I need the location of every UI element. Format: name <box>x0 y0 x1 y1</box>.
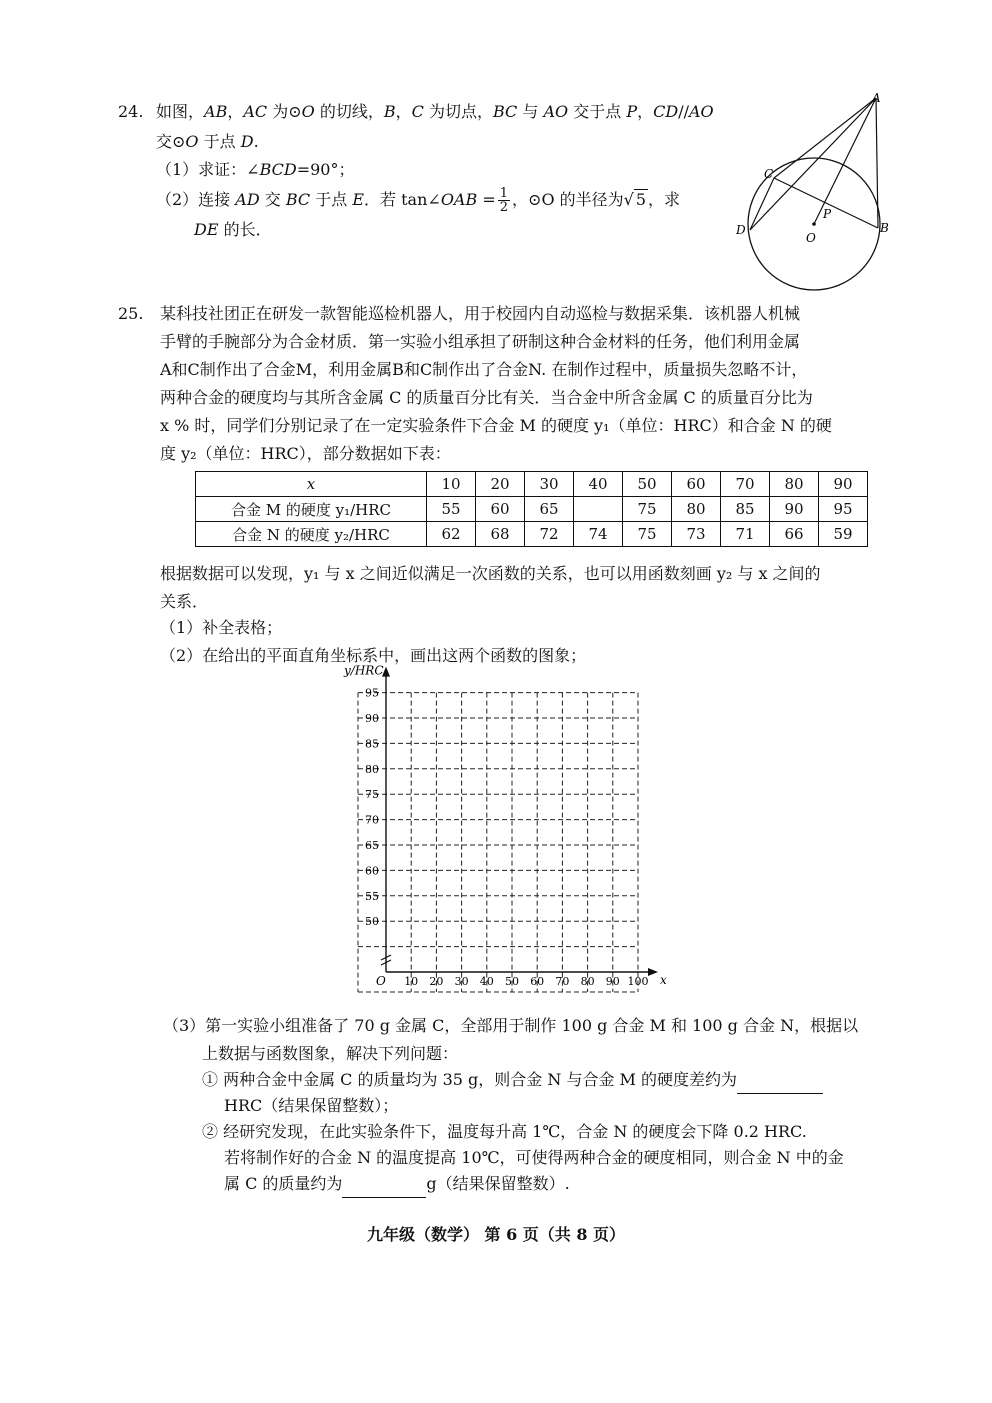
q25-para-line: 手臂的手腕部分为合金材质．第一实验小组承担了研制这种合金材料的任务，他们利用金属 <box>160 332 801 351</box>
q25-sub1: ① 两种合金中金属 C 的质量均为 35 g，则合金 N 与合金 M 的硬度差约为 <box>202 1066 823 1094</box>
y-tick-label: 65 <box>365 839 379 852</box>
table-cell: 85 <box>721 497 770 522</box>
answer-blank-1[interactable] <box>737 1075 823 1094</box>
table-cell: 40 <box>574 472 623 497</box>
table-cell: 合金 M 的硬度 y₁/HRC <box>196 497 427 522</box>
origin-label: O <box>376 974 386 988</box>
page-footer: 九年级（数学） 第 6 页（共 8 页） <box>366 1225 626 1244</box>
point-o <box>812 222 816 226</box>
table-cell: 66 <box>770 522 819 547</box>
y-tick-label: 90 <box>365 712 379 725</box>
q25-text-line: 关系． <box>160 592 209 611</box>
label-b: B <box>880 221 889 235</box>
y-tick-label: 55 <box>365 889 379 903</box>
table-cell: 75 <box>623 522 672 547</box>
x-tick-label: 60 <box>530 975 545 988</box>
table-cell: 62 <box>427 522 476 547</box>
x-tick-label: 50 <box>505 975 519 988</box>
label-p: P <box>823 207 832 221</box>
q25-para-line: x % 时，同学们分别记录了在一定实验条件下合金 M 的硬度 y₁（单位：HRC）和合金 N 的硬 <box>160 416 832 435</box>
segment-ao <box>814 98 876 224</box>
q25-number: 25. <box>118 304 144 323</box>
x-axis-label: x <box>660 973 667 987</box>
y-tick-label: 60 <box>365 864 379 878</box>
table-cell: 90 <box>819 472 868 497</box>
label-d: D <box>736 223 746 237</box>
x-tick-label: 20 <box>429 975 444 988</box>
table-row <box>196 497 868 522</box>
table-cell: x <box>196 472 427 497</box>
q25-sub2-line3: 属 C 的质量约为 g（结果保留整数）. <box>224 1170 570 1198</box>
q25-part1: （1）补全表格； <box>160 618 283 637</box>
q25-para-line: 度 y₂（单位：HRC），部分数据如下表： <box>160 444 451 463</box>
table-cell: 72 <box>525 522 574 547</box>
y-tick-label: 75 <box>365 788 379 802</box>
table-cell: 73 <box>672 522 721 547</box>
q25-para-line: A和C制作出了合金M，利用金属B和C制作出了合金N. 在制作过程中，质量损失忽略不计， <box>160 360 808 379</box>
q25-paragraph <box>160 300 832 468</box>
q24-part2: （2）连接 AD 交 BC 于点 E．若 tan∠OAB = $\frac{1}{2}$ ，⊙O 的半径为√ 5 ，求 <box>156 186 681 215</box>
table-cell: 90 <box>770 497 819 522</box>
y-axis-label: y/HRC <box>344 663 384 678</box>
q25-after-table <box>160 560 821 616</box>
fraction-one-half: $\frac{1}{2}$ <box>499 186 509 215</box>
x-tick-label: 70 <box>555 975 570 988</box>
coordinate-grid[interactable] <box>330 663 680 1002</box>
table-cell: 20 <box>476 472 525 497</box>
label-o: O <box>806 231 816 245</box>
q24-geometry-figure <box>728 88 908 300</box>
table-cell: 80 <box>770 472 819 497</box>
q25-part2: （2）在给出的平面直角坐标系中，画出这两个函数的图象； <box>160 646 587 665</box>
y-tick-label: 95 <box>365 686 379 700</box>
table-cell: 80 <box>672 497 721 522</box>
y-tick-label: 50 <box>365 915 379 929</box>
q25-part3-line1: （3）第一实验小组准备了 70 g 金属 C，全部用于制作 100 g 合金 M 和 100 g 合金 N，根据以 <box>163 1016 859 1035</box>
q24-line1: 如图，AB，AC 为⊙O 的切线，B，C 为切点，BC 与 AO 交于点 P，CD//AO <box>156 102 714 121</box>
table-cell: 95 <box>819 497 868 522</box>
table-cell: 合金 N 的硬度 y₂/HRC <box>196 522 427 547</box>
q24-line2: 交⊙O 于点 D. <box>156 132 259 151</box>
table-cell: 74 <box>574 522 623 547</box>
table-cell: 60 <box>476 497 525 522</box>
label-a: A <box>872 91 881 105</box>
q25-sub2-line2: 若将制作好的合金 N 的温度提高 10℃，可使得两种合金的硬度相同，则合金 N 中的金 <box>224 1148 844 1167</box>
y-tick-label: 85 <box>365 737 379 751</box>
segment-ad <box>750 98 876 230</box>
tangent-ab <box>876 98 878 228</box>
q25-part3-line2: 上数据与函数图象，解决下列问题： <box>202 1044 459 1063</box>
q25-sub1-line2: HRC（结果保留整数）； <box>224 1096 399 1115</box>
x-tick-label: 10 <box>404 975 419 988</box>
table-cell: 59 <box>819 522 868 547</box>
table-cell: 30 <box>525 472 574 497</box>
label-c: C <box>764 167 774 181</box>
chord-cd <box>750 178 774 230</box>
x-tick-label: 40 <box>479 975 494 988</box>
q24-part2-line2: DE 的长． <box>194 220 272 239</box>
x-tick-label: 90 <box>605 975 620 988</box>
table-cell: 71 <box>721 522 770 547</box>
q25-sub2-line1: ② 经研究发现，在此实验条件下，温度每升高 1℃，合金 N 的硬度会下降 0.2 HRC. <box>202 1122 807 1141</box>
x-tick-label: 30 <box>454 975 469 988</box>
q25-para-line: 某科技社团正在研发一款智能巡检机器人，用于校园内自动巡检与数据采集．该机器人机械 <box>160 304 801 323</box>
table-cell-blank[interactable] <box>574 497 623 522</box>
q24-number: 24. <box>118 102 144 121</box>
x-tick-label: 100 <box>627 975 649 988</box>
table-cell: 70 <box>721 472 770 497</box>
table-cell: 55 <box>427 497 476 522</box>
table-cell: 75 <box>623 497 672 522</box>
table-cell: 65 <box>525 497 574 522</box>
table-cell: 60 <box>672 472 721 497</box>
hardness-table <box>195 471 868 547</box>
table-cell: 68 <box>476 522 525 547</box>
table-header-row <box>196 472 868 497</box>
q25-text-line: 根据数据可以发现，y₁ 与 x 之间近似满足一次函数的关系，也可以用函数刻画 y₂ 与 x 之间的 <box>160 564 821 583</box>
table-row <box>196 522 868 547</box>
tangent-ac <box>774 98 876 178</box>
x-tick-label: 80 <box>580 975 595 988</box>
x-axis-arrow <box>648 968 658 976</box>
table-cell: 10 <box>427 472 476 497</box>
q24-part1: （1）求证：∠BCD=90°； <box>156 160 355 179</box>
y-tick-label: 70 <box>365 813 379 827</box>
answer-blank-2[interactable] <box>342 1179 426 1198</box>
table-cell: 50 <box>623 472 672 497</box>
q25-para-line: 两种合金的硬度均与其所含金属 C 的质量百分比有关．当合金中所含金属 C 的质量百分比为 <box>160 388 813 407</box>
y-tick-label: 80 <box>365 762 379 776</box>
